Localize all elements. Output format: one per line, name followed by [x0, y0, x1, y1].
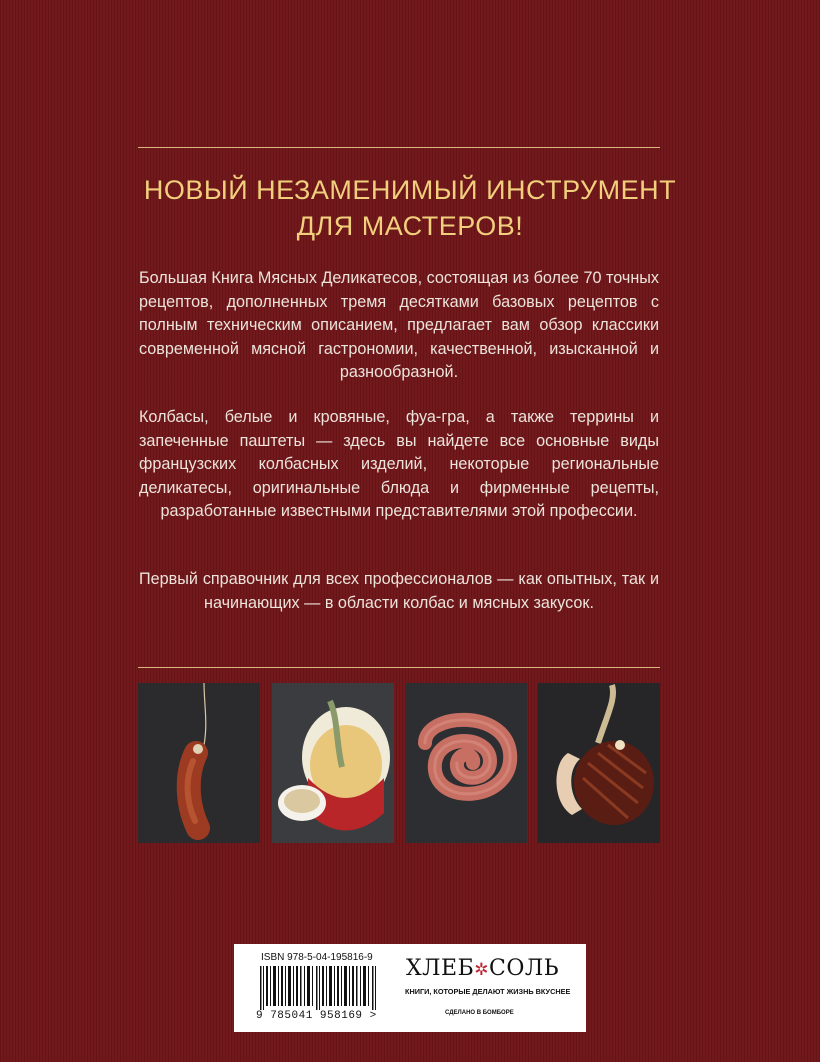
description-paragraph-3: Первый справочник для всех профессионалов — как опытных, так и начинающих — в области колбас и мясных закусок.	[139, 570, 659, 612]
description-paragraph-2: Колбасы, белые и кровяные, фуа-гра, а также террины и запеченные паштеты — здесь вы найдете все основные виды французских колбасных изделий, некоторые региональные деликатесы, оригинальные блюда и фирменные рецепты, разработанные известными представителями этой профессии.	[139, 408, 659, 520]
barcode-bars	[260, 966, 378, 1010]
photo-glazed-ham	[538, 683, 660, 843]
publisher-logo-right: СОЛЬ	[489, 956, 560, 981]
photo-coiled-sausage	[405, 683, 527, 843]
barcode-digits: 9 785041 958169 >	[256, 1010, 377, 1022]
publisher-logo-left: ХЛЕБ	[406, 956, 475, 981]
headline-line-2: ДЛЯ МАСТЕРОВ!	[296, 211, 524, 241]
top-divider	[138, 147, 660, 148]
made-in-label: СДЕЛАНО В БОМБОРЕ	[445, 1010, 514, 1016]
bottom-divider	[138, 667, 660, 668]
photo-terrine-dish	[272, 683, 394, 843]
barcode-panel	[234, 944, 586, 1032]
headline-line-1: НОВЫЙ НЕЗАМЕНИМЫЙ ИНСТРУМЕНТ	[143, 175, 677, 205]
description-paragraph-1: Большая Книга Мясных Деликатесов, состоящая из более 70 точных рецептов, дополненных тремя десятками базовых рецептов с полным техническим описанием, предлагает вам обзор классики современной мясной гастрономии, качественной, изысканной и разнообразной.	[139, 269, 659, 381]
photo-hanging-sausage	[138, 683, 260, 843]
isbn-number: ISBN 978-5-04-195816-9	[261, 952, 373, 963]
star-icon: ✲	[474, 960, 489, 980]
publisher-logo	[406, 956, 559, 981]
publisher-tagline: КНИГИ, КОТОРЫЕ ДЕЛАЮТ ЖИЗНЬ ВКУСНЕЕ	[405, 987, 571, 996]
headline	[100, 172, 720, 244]
